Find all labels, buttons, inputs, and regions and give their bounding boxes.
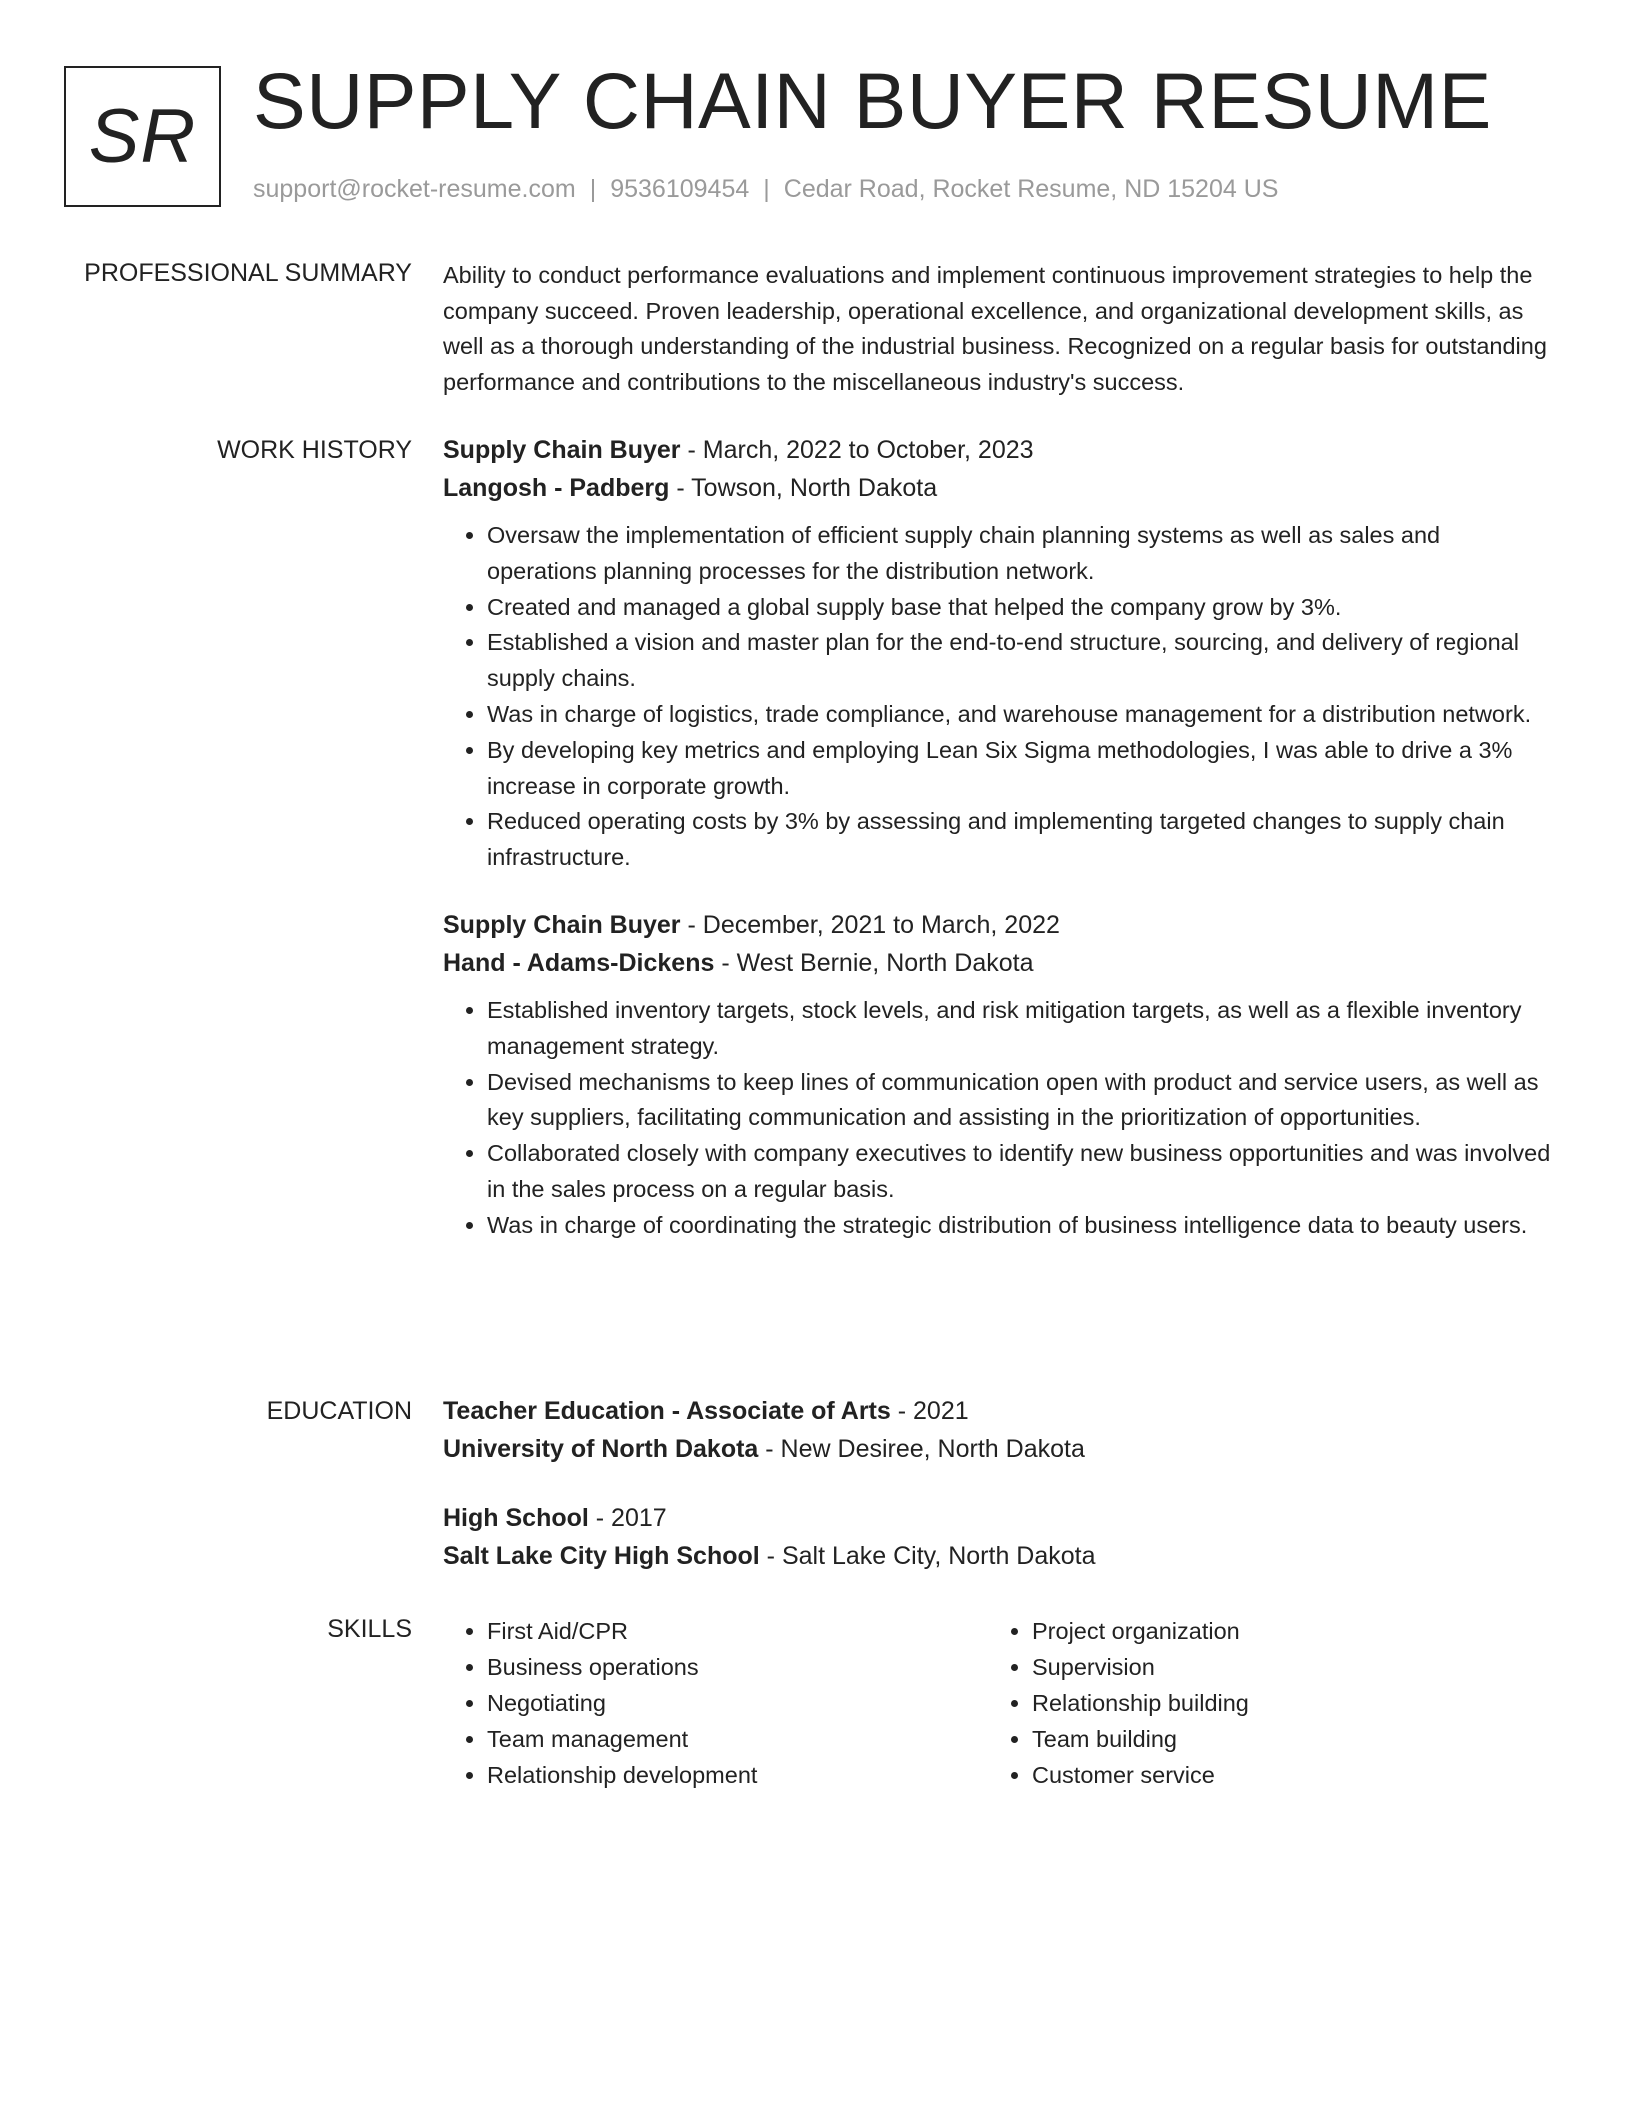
section-label-summary: PROFESSIONAL SUMMARY [84,259,412,287]
job-bullets [443,518,1553,876]
education-school: University of North Dakota [443,1435,759,1463]
contact-phone: 9536109454 [610,175,750,203]
job-entry [443,431,1553,876]
contact-line [253,174,1278,204]
job-title-line [443,906,1553,944]
summary-body [443,258,1553,400]
skills-list-left [443,1613,988,1793]
job-location: - Towson, North Dakota [669,474,938,502]
skill-item: • Supervision [1032,1649,1533,1685]
section-label-work-history: WORK HISTORY [217,436,412,464]
job-bullet: • Was in charge of logistics, trade compliance, and warehouse management for a distribution network. [487,697,1553,733]
contact-address: Cedar Road, Rocket Resume, ND 15204 US [783,175,1279,203]
education-degree: Teacher Education - Associate of Arts [443,1397,891,1425]
job-company: Langosh - Padberg [443,474,670,502]
job-bullet: • Devised mechanisms to keep lines of communication open with product and service users, as well as key suppliers, facilitating communication and assisting in the prioritization of opportunities. [487,1065,1553,1137]
skill-item: • Business operations [487,1649,988,1685]
contact-email: support@rocket-resume.com [253,175,576,203]
skill-item: • Relationship building [1032,1685,1533,1721]
skill-item: • Project organization [1032,1613,1533,1649]
job-entry [443,906,1553,1244]
education-entry [443,1392,1553,1468]
skill-item: • Relationship development [487,1757,988,1793]
skill-item: • Negotiating [487,1685,988,1721]
contact-separator: | [589,175,597,203]
section-label-skills: SKILLS [327,1615,412,1643]
summary-text: Ability to conduct performance evaluations and implement continuous improvement strategies to help the company succeed. Proven leadership, operational excellence, and organizational development skills, as well as a thorough understanding of the industrial business. Recognized on a regular basis for outstanding performance and contributions to the miscellaneous industry's success. [443,262,1547,395]
education-degree: High School [443,1504,589,1532]
job-dates: - December, 2021 to March, 2022 [680,910,1060,939]
job-bullet: • By developing key metrics and employing Lean Six Sigma methodologies, I was able to drive a 3% increase in corporate growth. [487,733,1553,805]
job-title: Supply Chain Buyer [443,910,681,939]
education-entry [443,1499,1553,1575]
section-label-education: EDUCATION [266,1397,412,1425]
job-bullet: • Was in charge of coordinating the strategic distribution of business intelligence data to beauty users. [487,1208,1553,1244]
job-bullet: • Oversaw the implementation of efficient supply chain planning systems as well as sales and operations planning processes for the distribution network. [487,518,1553,590]
skills-list-right [988,1613,1533,1793]
skills-body [443,1613,1553,1793]
job-title-line [443,431,1553,469]
contact-separator: | [763,175,770,203]
education-location: - New Desiree, North Dakota [758,1435,1085,1463]
job-company-line [443,469,1553,507]
job-title: Supply Chain Buyer [443,436,681,464]
education-school-line [443,1537,1553,1575]
education-year: - 2021 [890,1397,969,1425]
skill-item: • Team management [487,1721,988,1757]
job-bullet: • Collaborated closely with company executives to identify new business opportunities and was involved in the sales process on a regular basis. [487,1136,1553,1208]
job-bullet: • Reduced operating costs by 3% by assessing and implementing targeted changes to supply chain infrastructure. [487,804,1553,876]
education-location: - Salt Lake City, North Dakota [759,1542,1096,1570]
resume-title: SUPPLY CHAIN BUYER RESUME [253,56,1492,145]
job-company-line [443,944,1553,982]
job-location: - West Bernie, North Dakota [714,948,1034,977]
job-bullet: • Created and managed a global supply base that helped the company grow by 3%. [487,590,1553,626]
skill-item: • Team building [1032,1721,1533,1757]
job-bullet: • Established a vision and master plan for the end-to-end structure, sourcing, and delivery of regional supply chains. [487,625,1553,697]
skill-item: • Customer service [1032,1757,1533,1793]
work-history-body [443,431,1553,1244]
education-school-line [443,1430,1553,1468]
education-body [443,1392,1553,1575]
education-degree-line [443,1499,1553,1537]
job-bullet: • Established inventory targets, stock levels, and risk mitigation targets, as well as a flexible inventory management strategy. [487,993,1553,1065]
skill-item: • First Aid/CPR [487,1613,988,1649]
education-degree-line [443,1392,1553,1430]
job-dates: - March, 2022 to October, 2023 [680,436,1034,464]
job-company: Hand - Adams-Dickens [443,948,715,977]
education-year: - 2017 [588,1504,667,1532]
monogram-logo: SR [64,66,221,207]
job-bullets [443,993,1553,1244]
skills-columns [443,1613,1553,1793]
education-school: Salt Lake City High School [443,1542,760,1570]
